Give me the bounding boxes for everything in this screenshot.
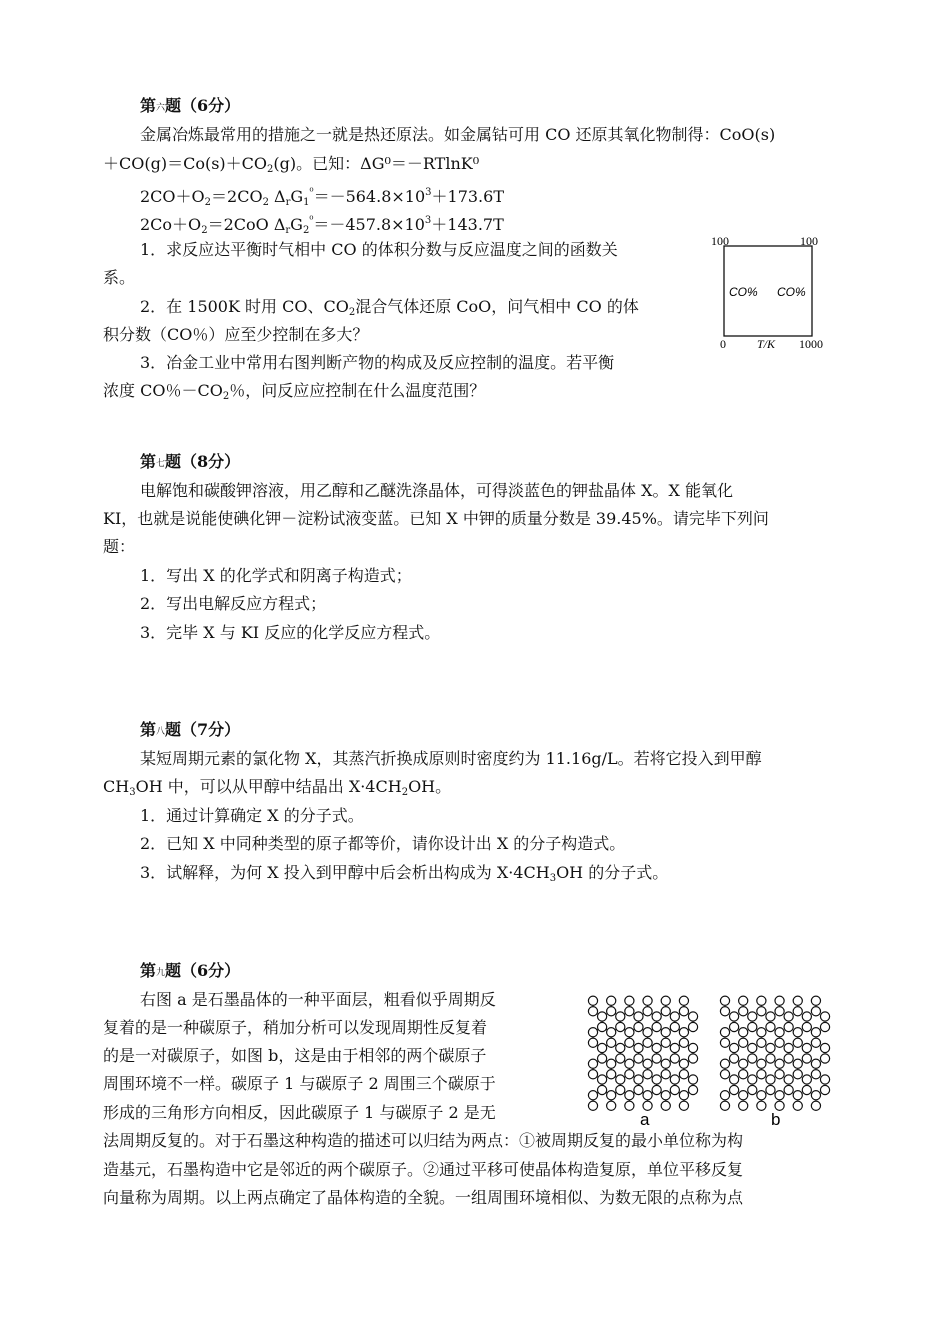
carbon-atom (766, 1012, 775, 1021)
q7-item3: 3．完毕 X 与 KI 反应的化学反应方程式。 (140, 623, 441, 642)
carbon-atom (643, 1038, 652, 1047)
carbon-atom (766, 1054, 775, 1063)
carbon-atom (793, 1091, 802, 1100)
carbon-atom (757, 1091, 766, 1100)
q6-item1-line1: 1．求反应达平衡时气相中 CO 的体积分数与反应温度之间的函数关 (140, 240, 618, 259)
q8-item2: 2．已知 X 中同种类型的原子都等价，请你设计出 X 的分子构造式。 (140, 834, 626, 853)
carbon-atom (688, 1054, 697, 1063)
carbon-atom (739, 1059, 748, 1068)
carbon-atom (748, 1075, 757, 1084)
carbon-atom (793, 996, 802, 1005)
carbon-atom (679, 1007, 688, 1016)
carbon-atom (616, 1054, 625, 1063)
carbon-atom (616, 1022, 625, 1031)
carbon-atom (625, 1091, 634, 1100)
carbon-atom (679, 996, 688, 1005)
carbon-atom (739, 1028, 748, 1037)
carbon-atom (670, 1085, 679, 1094)
carbon-atom (661, 1070, 670, 1079)
q9-title: 第$^九$题（6分） (140, 961, 241, 980)
q9-graphite-figure (583, 994, 838, 1129)
carbon-atom (820, 1022, 829, 1031)
carbon-atom (652, 1012, 661, 1021)
carbon-atom (757, 1028, 766, 1037)
carbon-atom (597, 1012, 606, 1021)
carbon-atom (784, 1085, 793, 1094)
q9-line4: 周围环境不一样。碳原子 1 与碳原子 2 周围三个碳原于 (103, 1074, 496, 1093)
q6-figure-bottom-left: 0 (720, 337, 726, 351)
carbon-atom (720, 1038, 729, 1047)
carbon-atom (616, 1075, 625, 1084)
carbon-atom (820, 1043, 829, 1052)
carbon-atom (793, 1101, 802, 1110)
q6-paragraph-line1: 金属冶炼最常用的措施之一就是热还原法。如金属钴可用 CO 还原其氧化物制得：CoO(s) (140, 125, 776, 144)
carbon-atom (688, 1085, 697, 1094)
carbon-atom (748, 1012, 757, 1021)
q6-paragraph-line2: $+CO(g)=Co(s)+CO_2(g)$。已知：ΔG⁰＝－RTlnK⁰ (103, 154, 480, 175)
carbon-atom (625, 1059, 634, 1068)
carbon-atom (607, 1101, 616, 1110)
carbon-atom (729, 1012, 738, 1021)
q8-paragraph-line1: 某短周期元素的氯化物 X，其蒸汽折换成原则时密度约为 11.16g/L。若将它投入到甲醇 (140, 749, 762, 768)
carbon-atom (775, 1059, 784, 1068)
carbon-atom (634, 1085, 643, 1094)
q6-figure-bottom-right: 1000 (799, 337, 823, 351)
carbon-atom (775, 1007, 784, 1016)
q6-item1-line2: 系。 (103, 268, 136, 287)
carbon-atom (634, 1054, 643, 1063)
q6-item2-line2: 积分数（CO％）应至少控制在多大？ (103, 325, 369, 344)
carbon-atom (739, 996, 748, 1005)
graphite-lattice-b (720, 996, 829, 1110)
q9-line7: 造基元，石墨构造中它是邻近的两个碳原子。②通过平移可使晶体构造复原，单位平移反复 (103, 1160, 744, 1179)
carbon-atom (757, 1101, 766, 1110)
carbon-atom (802, 1054, 811, 1063)
carbon-atom (625, 1070, 634, 1079)
carbon-atom (729, 1022, 738, 1031)
carbon-atom (811, 1059, 820, 1068)
q8-title: 第$^八$题（7分） (140, 720, 241, 739)
carbon-atom (720, 1059, 729, 1068)
carbon-atom (757, 1070, 766, 1079)
carbon-atom (784, 1075, 793, 1084)
carbon-atom (588, 996, 597, 1005)
carbon-atom (811, 1038, 820, 1047)
carbon-atom (661, 1059, 670, 1068)
carbon-atom (784, 1022, 793, 1031)
figure-label-b: b (771, 1110, 781, 1129)
carbon-atom (643, 1101, 652, 1110)
carbon-atom (820, 1054, 829, 1063)
carbon-atom (739, 1091, 748, 1100)
carbon-atom (607, 996, 616, 1005)
carbon-atom (661, 1028, 670, 1037)
carbon-atom (739, 1007, 748, 1016)
carbon-atom (757, 1059, 766, 1068)
carbon-atom (802, 1075, 811, 1084)
carbon-atom (729, 1043, 738, 1052)
carbon-atom (793, 1007, 802, 1016)
carbon-atom (720, 1007, 729, 1016)
carbon-atom (607, 1007, 616, 1016)
carbon-atom (757, 1007, 766, 1016)
carbon-atom (784, 1012, 793, 1021)
carbon-atom (775, 1038, 784, 1047)
carbon-atom (616, 1043, 625, 1052)
q9-line2: 复着的是一种碳原子，稍加分析可以发现周期性反复着 (103, 1018, 488, 1037)
carbon-atom (802, 1043, 811, 1052)
carbon-atom (661, 1007, 670, 1016)
carbon-atom (661, 1101, 670, 1110)
carbon-atom (607, 1059, 616, 1068)
carbon-atom (625, 1007, 634, 1016)
carbon-atom (793, 1059, 802, 1068)
carbon-atom (739, 1038, 748, 1047)
q6-figure-axis-label: T/K (757, 337, 776, 351)
carbon-atom (670, 1043, 679, 1052)
carbon-atom (720, 1028, 729, 1037)
carbon-atom (784, 1043, 793, 1052)
carbon-atom (661, 996, 670, 1005)
q6-item3-line1: 3．冶金工业中常用右图判断产物的构成及反应控制的温度。若平衡 (140, 353, 615, 372)
carbon-atom (757, 1038, 766, 1047)
carbon-atom (625, 1028, 634, 1037)
carbon-atom (793, 1038, 802, 1047)
carbon-atom (748, 1043, 757, 1052)
carbon-atom (820, 1085, 829, 1094)
carbon-atom (607, 1028, 616, 1037)
carbon-atom (820, 1075, 829, 1084)
carbon-atom (729, 1085, 738, 1094)
carbon-atom (652, 1075, 661, 1084)
carbon-atom (688, 1022, 697, 1031)
carbon-atom (597, 1054, 606, 1063)
q6-figure (704, 232, 834, 352)
carbon-atom (597, 1085, 606, 1094)
q8-paragraph-line2: $CH_3OH$ 中，可以从甲醇中结晶出 $X\cdot 4CH_2OH$。 (103, 777, 452, 798)
carbon-atom (679, 1091, 688, 1100)
carbon-atom (784, 1054, 793, 1063)
carbon-atom (820, 1012, 829, 1021)
carbon-atom (588, 1038, 597, 1047)
carbon-atom (720, 996, 729, 1005)
carbon-atom (588, 1028, 597, 1037)
carbon-atom (652, 1054, 661, 1063)
q6-equation-2: $2Co+O_2=2CoO$ $\Delta_rG_2^{^0}=-457.8\times 10^3+143.7T$ (140, 215, 504, 236)
carbon-atom (793, 1028, 802, 1037)
carbon-atom (597, 1075, 606, 1084)
carbon-atom (729, 1075, 738, 1084)
carbon-atom (643, 1059, 652, 1068)
carbon-atom (634, 1012, 643, 1021)
carbon-atom (625, 996, 634, 1005)
carbon-atom (775, 1101, 784, 1110)
carbon-atom (679, 1101, 688, 1110)
carbon-atom (793, 1070, 802, 1079)
carbon-atom (802, 1085, 811, 1094)
carbon-atom (811, 1101, 820, 1110)
carbon-atom (748, 1054, 757, 1063)
carbon-atom (588, 1059, 597, 1068)
carbon-atom (811, 1091, 820, 1100)
q7-title: 第$^七$题（8分） (140, 452, 241, 471)
carbon-atom (748, 1085, 757, 1094)
carbon-atom (811, 1007, 820, 1016)
carbon-atom (616, 1012, 625, 1021)
carbon-atom (670, 1075, 679, 1084)
carbon-atom (607, 1091, 616, 1100)
carbon-atom (688, 1012, 697, 1021)
carbon-atom (720, 1091, 729, 1100)
carbon-atom (802, 1012, 811, 1021)
q6-equation-1: $2CO+O_2=2CO_2$ $\Delta_rG_1^{^0}=-564.8\times 10^3+173.6T$ (140, 187, 504, 208)
carbon-atom (643, 1070, 652, 1079)
carbon-atom (766, 1043, 775, 1052)
q6-figure-top-left: 100 (711, 234, 729, 248)
q6-figure-left-label: CO% (729, 285, 758, 299)
carbon-atom (688, 1043, 697, 1052)
carbon-atom (634, 1043, 643, 1052)
carbon-atom (643, 1007, 652, 1016)
carbon-atom (739, 1101, 748, 1110)
carbon-atom (634, 1075, 643, 1084)
carbon-atom (670, 1012, 679, 1021)
carbon-atom (766, 1022, 775, 1031)
carbon-atom (634, 1022, 643, 1031)
q7-paragraph-line2: KI，也就是说能使碘化钾－淀粉试液变蓝。已知 X 中钾的质量分数是 39.45%。请完毕下列问 (103, 509, 769, 528)
carbon-atom (652, 1022, 661, 1031)
carbon-atom (679, 1028, 688, 1037)
figure-label-a: a (640, 1110, 650, 1129)
carbon-atom (766, 1085, 775, 1094)
carbon-atom (811, 1070, 820, 1079)
graphite-lattice-a (588, 996, 697, 1110)
carbon-atom (597, 1022, 606, 1031)
carbon-atom (625, 1101, 634, 1110)
q8-item1: 1．通过计算确定 X 的分子式。 (140, 806, 364, 825)
q9-line6: 法周期反复的。对于石墨这种构造的描述可以归结为两点：①被周期反复的最小单位称为构 (103, 1131, 744, 1150)
q7-item2: 2．写出电解反应方程式； (140, 594, 327, 613)
carbon-atom (588, 1091, 597, 1100)
carbon-atom (775, 1091, 784, 1100)
q8-item3: 3．试解释，为何 X 投入到甲醇中后会析出构成为 $X\cdot 4CH_3OH$ 的分子式。 (140, 863, 669, 884)
carbon-atom (597, 1043, 606, 1052)
q6-figure-right-label: CO% (777, 285, 806, 299)
carbon-atom (607, 1038, 616, 1047)
q7-paragraph-line1: 电解饱和碳酸钾溶液，用乙醇和乙醚洗涤晶体，可得淡蓝色的钾盐晶体 X。X 能氧化 (140, 481, 733, 500)
carbon-atom (766, 1075, 775, 1084)
q6-item2-line1: 2．在 1500K 时用 CO、$CO_2$混合气体还原 CoO，问气相中 CO 的体 (140, 297, 639, 318)
carbon-atom (679, 1070, 688, 1079)
carbon-atom (616, 1085, 625, 1094)
q6-title: 第$^六$题（6分） (140, 96, 241, 115)
carbon-atom (748, 1022, 757, 1031)
carbon-atom (775, 1028, 784, 1037)
q7-item1: 1．写出 X 的化学式和阴离子构造式； (140, 566, 412, 585)
q9-line5: 形成的三角形方向相反，因此碳原子 1 与碳原子 2 是无 (103, 1103, 496, 1122)
carbon-atom (775, 1070, 784, 1079)
carbon-atom (652, 1085, 661, 1094)
carbon-atom (802, 1022, 811, 1031)
q9-line8: 向量称为周期。以上两点确定了晶体构造的全貌。一组周围环境相似、为数无限的点称为点 (103, 1188, 744, 1207)
carbon-atom (643, 996, 652, 1005)
carbon-atom (588, 1101, 597, 1110)
q6-item3-line2: 浓度 CO％$-CO_2$％，问反应应控制在什么温度范围？ (103, 381, 486, 402)
q9-line1: 右图 a 是石墨晶体的一种平面层，粗看似乎周期反 (140, 990, 496, 1009)
carbon-atom (661, 1091, 670, 1100)
carbon-atom (757, 996, 766, 1005)
carbon-atom (661, 1038, 670, 1047)
q7-paragraph-line3: 题： (103, 537, 136, 556)
q9-line3: 的是一对碳原子，如图 b，这是由于相邻的两个碳原子 (103, 1046, 487, 1065)
carbon-atom (588, 1070, 597, 1079)
carbon-atom (670, 1054, 679, 1063)
carbon-atom (625, 1038, 634, 1047)
carbon-atom (679, 1059, 688, 1068)
carbon-atom (643, 1091, 652, 1100)
carbon-atom (739, 1070, 748, 1079)
carbon-atom (588, 1007, 597, 1016)
carbon-atom (811, 996, 820, 1005)
carbon-atom (720, 1070, 729, 1079)
carbon-atom (652, 1043, 661, 1052)
carbon-atom (811, 1028, 820, 1037)
carbon-atom (670, 1022, 679, 1031)
carbon-atom (729, 1054, 738, 1063)
carbon-atom (688, 1075, 697, 1084)
carbon-atom (643, 1028, 652, 1037)
carbon-atom (720, 1101, 729, 1110)
carbon-atom (775, 996, 784, 1005)
carbon-atom (607, 1070, 616, 1079)
carbon-atom (679, 1038, 688, 1047)
q6-figure-top-right: 100 (800, 234, 818, 248)
